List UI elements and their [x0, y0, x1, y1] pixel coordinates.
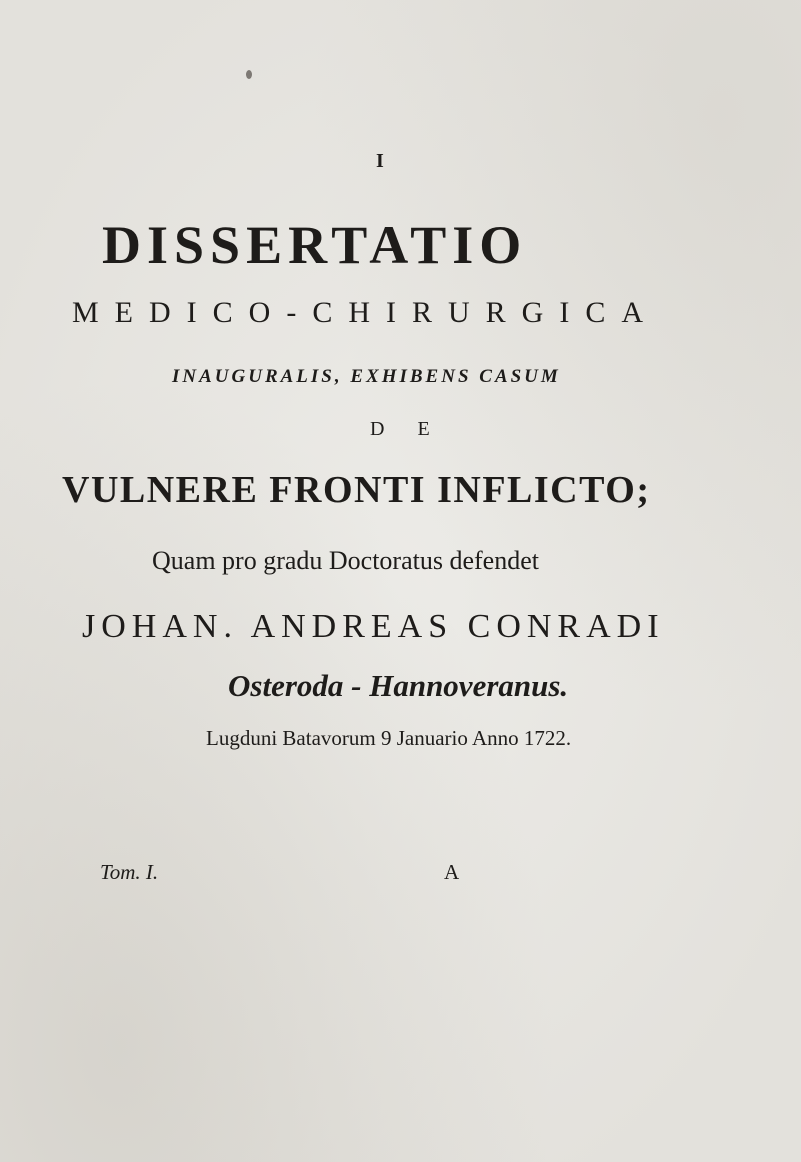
imprint-line: Lugduni Batavorum 9 Januario Anno 1722.	[206, 726, 572, 750]
author-origin: Osteroda - Hannoveranus.	[228, 668, 569, 703]
dissertation-heading: VULNERE FRONTI INFLICTO;	[62, 469, 651, 511]
author-name: JOHAN. ANDREAS CONRADI	[82, 608, 665, 645]
page-number: I	[376, 150, 384, 172]
preposition: D E	[370, 418, 444, 440]
ink-speck	[246, 70, 252, 79]
dissertation-title: DISSERTATIO	[102, 215, 528, 275]
dissertation-subtitle: MEDICO-CHIRURGICA	[72, 296, 659, 329]
dissertation-tagline: INAUGURALIS, EXHIBENS CASUM	[172, 366, 561, 387]
signature-mark: A	[444, 860, 460, 884]
volume-marker: Tom. I.	[100, 860, 159, 884]
degree-line: Quam pro gradu Doctoratus defendet	[152, 546, 539, 575]
